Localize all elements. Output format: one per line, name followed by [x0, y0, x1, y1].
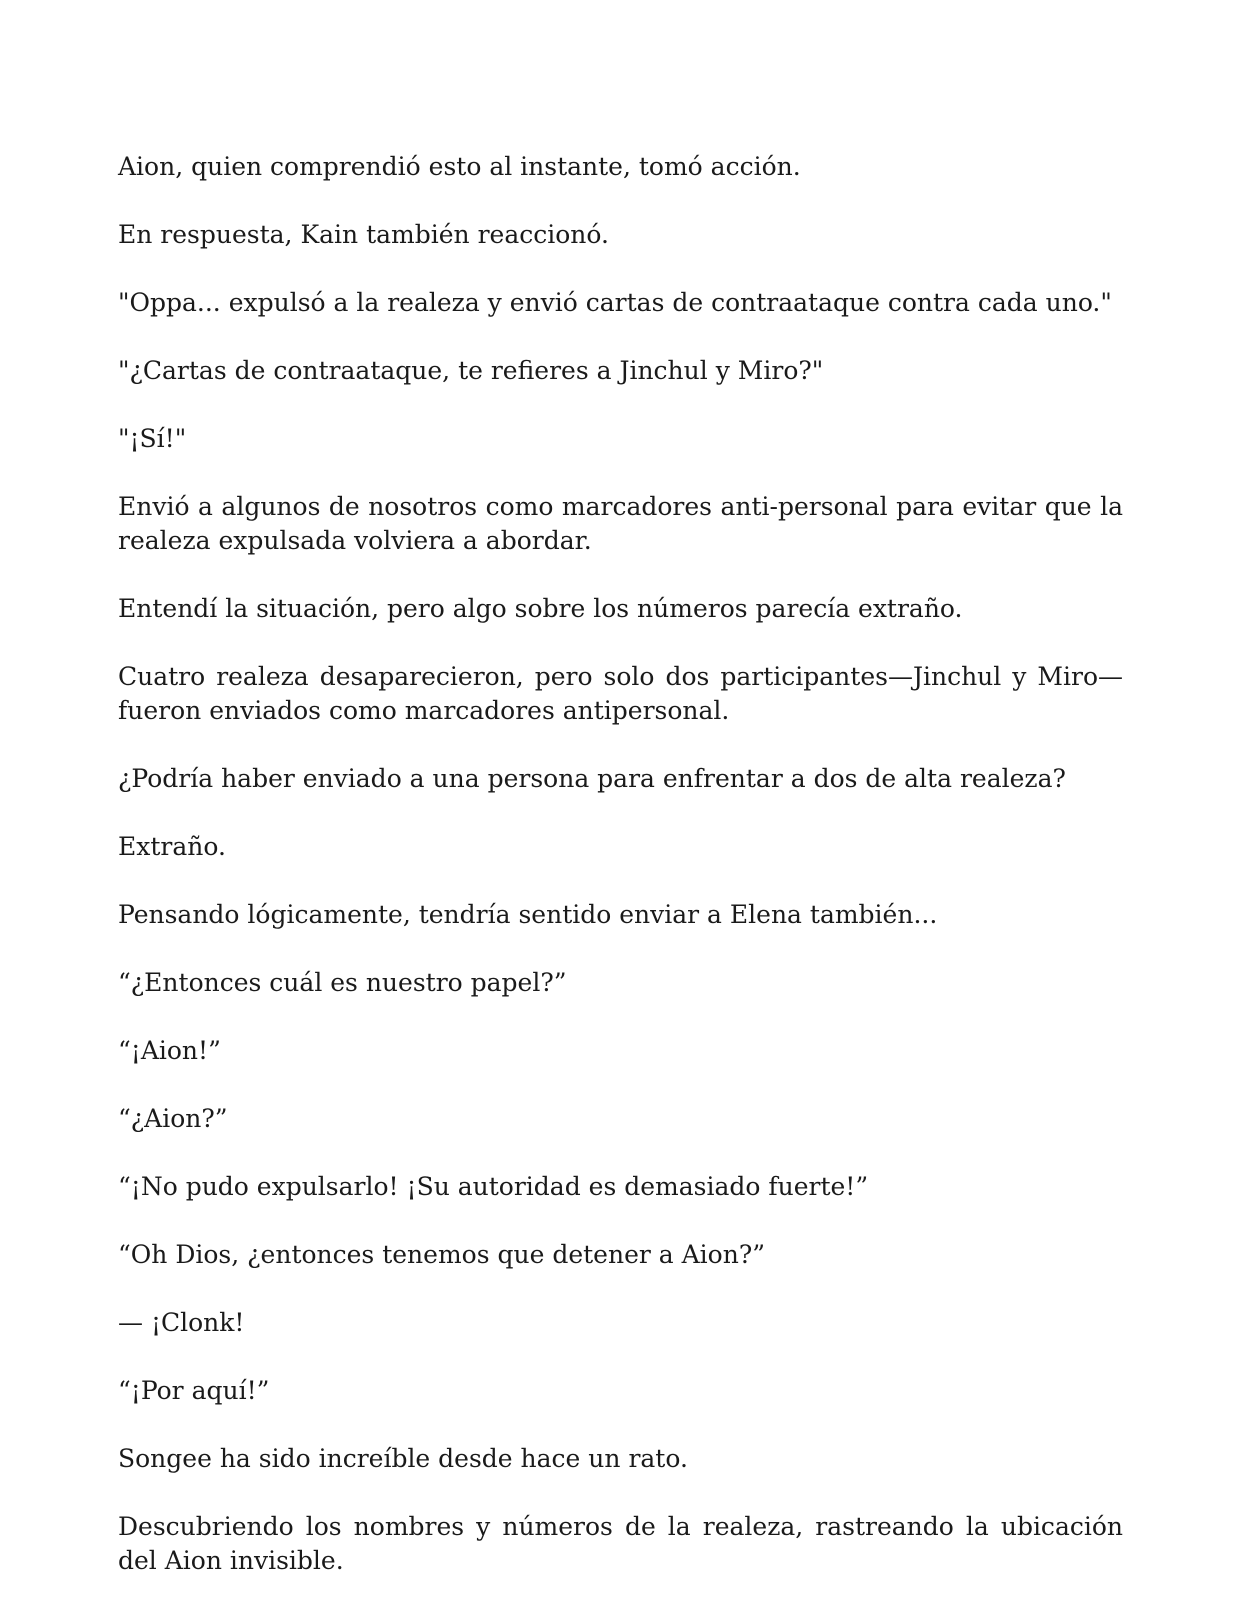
paragraph: "¡Sí!": [118, 424, 187, 453]
paragraph: Extraño.: [118, 832, 226, 861]
paragraph: En respuesta, Kain también reaccionó.: [118, 220, 609, 249]
paragraph: — ¡Clonk!: [118, 1308, 245, 1337]
paragraph: Envió a algunos de nosotros como marcadores anti-personal para evitar que la realeza expulsada volviera a abordar.: [118, 492, 1123, 555]
paragraph: “¡Por aquí!”: [118, 1376, 270, 1405]
paragraph: Pensando lógicamente, tendría sentido enviar a Elena también...: [118, 900, 938, 929]
paragraph: Entendí la situación, pero algo sobre los números parecía extraño.: [118, 594, 963, 623]
paragraph: “¿Entonces cuál es nuestro papel?”: [118, 968, 567, 997]
paragraph: “¿Aion?”: [118, 1104, 228, 1133]
body-text: [118, 150, 1123, 1612]
paragraph: “Oh Dios, ¿entonces tenemos que detener a Aion?”: [118, 1240, 765, 1269]
paragraph: Songee ha sido increíble desde hace un rato.: [118, 1444, 688, 1473]
paragraph: “¡Aion!”: [118, 1036, 221, 1065]
paragraph: "Oppa... expulsó a la realeza y envió cartas de contraataque contra cada uno.": [118, 288, 1112, 317]
paragraph: "¿Cartas de contraataque, te refieres a Jinchul y Miro?": [118, 356, 824, 385]
paragraph: Aion, quien comprendió esto al instante, tomó acción.: [118, 152, 801, 181]
paragraph: Cuatro realeza desaparecieron, pero solo dos participantes—Jinchul y Miro—fueron enviados como marcadores antipersonal.: [118, 662, 1123, 725]
paragraph: “¡No pudo expulsarlo! ¡Su autoridad es demasiado fuerte!”: [118, 1172, 869, 1201]
paragraph: ¿Podría haber enviado a una persona para enfrentar a dos de alta realeza?: [118, 764, 1066, 793]
paragraph: Descubriendo los nombres y números de la realeza, rastreando la ubicación del Aion invisible.: [118, 1512, 1123, 1575]
